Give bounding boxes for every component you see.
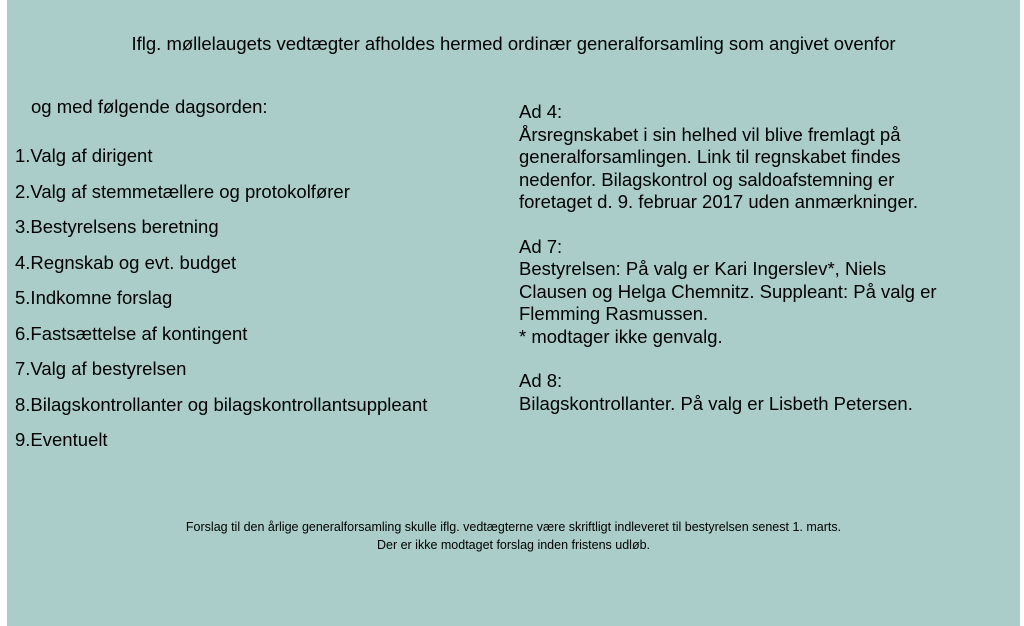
footer-line: Der er ikke modtaget forslag inden fristens udløb. [376,538,651,552]
notes-panel [519,101,1014,437]
note-line: generalforsamlingen. Link til regnskabet findes [519,146,901,167]
agenda-item: 8.Bilagskontrollanter og bilagskontrollantsuppleant [15,393,428,415]
note-ad8 [519,370,1014,415]
agenda-item: 2.Valg af stemmetællere og protokolfører [15,180,350,202]
note-line: * modtager ikke genvalg. [519,325,723,347]
note-line: Clausen og Helga Chemnitz. Suppleant: På valg er [519,280,937,302]
agenda-item: 5.Indkomne forslag [15,287,173,308]
agenda-item: 9.Eventuelt [15,429,108,450]
agenda-intro: og med følgende dagsorden: [31,96,268,117]
note-ad7 [519,236,1014,349]
footer-note [7,518,1020,554]
agenda-item: 1.Valg af dirigent [15,145,153,166]
note-line: Årsregnskabet i sin helhed vil blive fremlagt på [519,123,901,145]
note-line: nedenfor. Bilagskontrol og saldoafstemning er [519,168,895,190]
agenda-item: 6.Fastsættelse af kontingent [15,322,248,344]
note-line: Bilagskontrollanter. På valg er Lisbeth Petersen. [519,392,913,414]
note-line: Flemming Rasmussen. [519,303,709,324]
note-heading: Ad 8: [519,370,563,391]
note-line: foretaget d. 9. februar 2017 uden anmærkninger. [519,191,919,212]
agenda-item: 4.Regnskab og evt. budget [15,251,237,273]
note-line: Bestyrelsen: På valg er Kari Ingerslev*, Niels [519,258,887,279]
note-ad4 [519,101,1014,214]
note-heading: Ad 4: [519,101,563,122]
agenda-item: 3.Bestyrelsens beretning [15,216,219,237]
agenda-item: 7.Valg af bestyrelsen [15,358,187,379]
note-heading: Ad 7: [519,235,563,257]
footer-line: Forslag til den årlige generalforsamling skulle iflg. vedtægterne være skriftligt indleveret til bestyrelsen senest 1. marts. [185,520,842,534]
page-title: Iflg. møllelaugets vedtægter afholdes hermed ordinær generalforsamling som angivet ovenfor [131,33,896,54]
agenda-list [15,145,427,465]
slide [7,0,1020,626]
